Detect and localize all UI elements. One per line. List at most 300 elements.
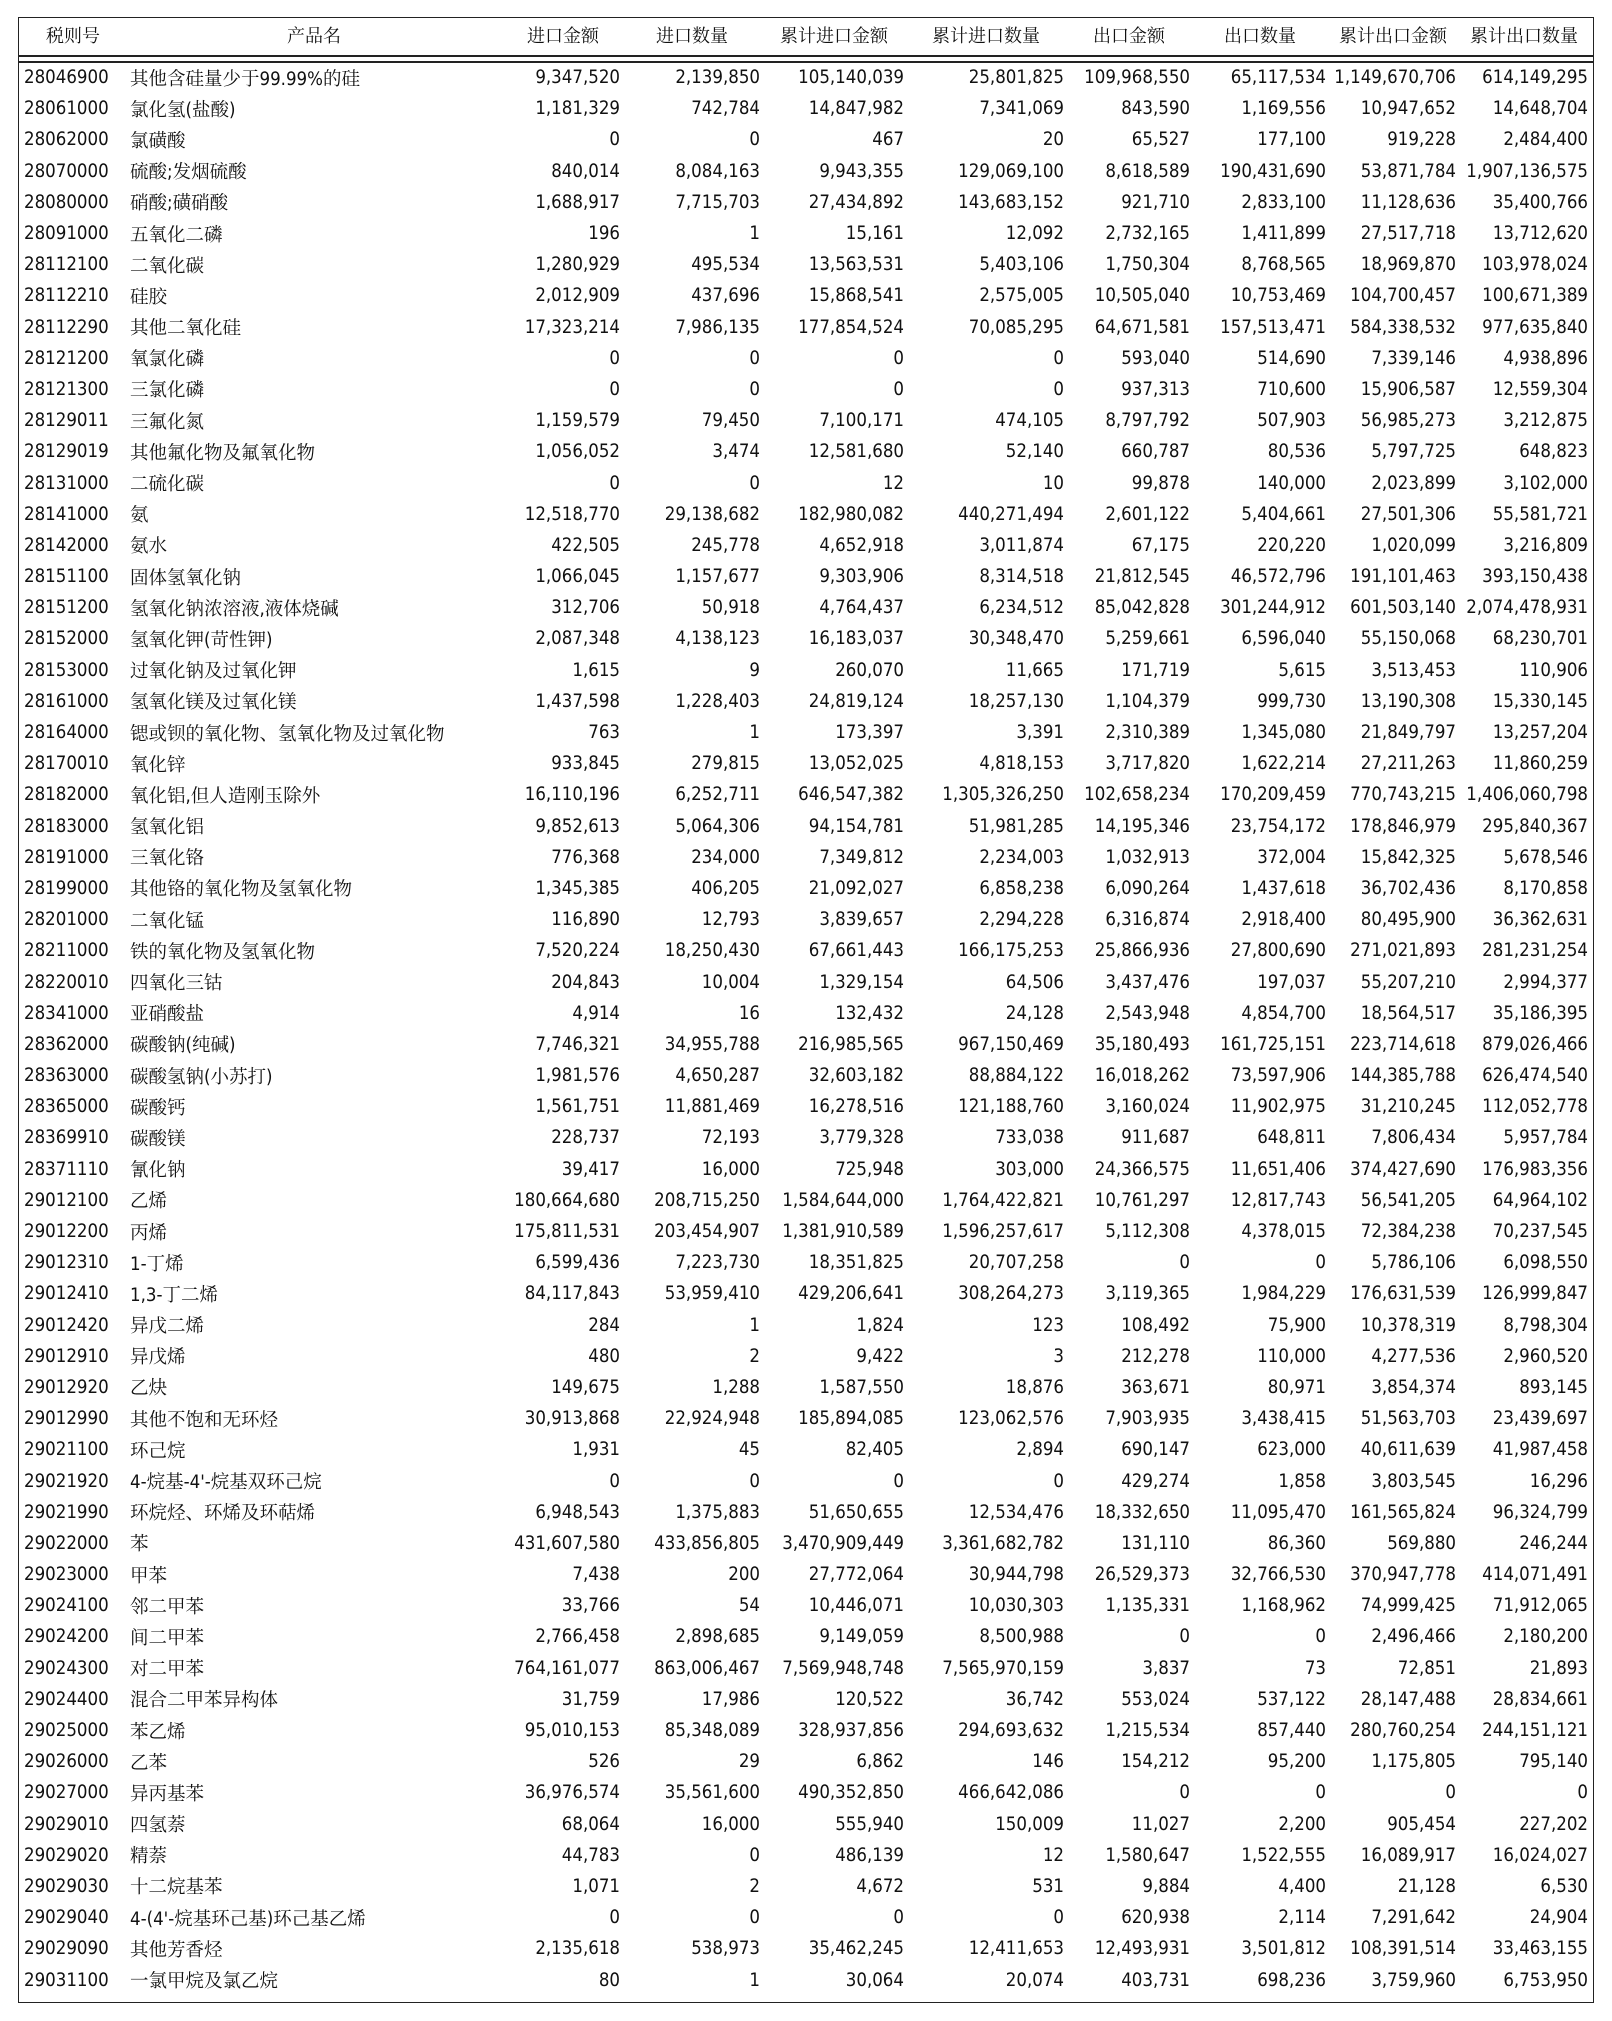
cell-cumulative-import-amount: 30,064	[845, 1969, 904, 1991]
cell-export-quantity: 2,833,100	[1241, 191, 1326, 213]
cell-cumulative-import-quantity: 2,294,228	[979, 909, 1064, 931]
cell-import-amount: 44,783	[561, 1844, 620, 1866]
cell-cumulative-import-quantity: 3	[1053, 1345, 1064, 1367]
cell-export-amount: 403,731	[1121, 1969, 1190, 1991]
cell-export-quantity: 2,200	[1278, 1813, 1326, 1835]
cell-export-quantity: 1,169,556	[1241, 98, 1326, 120]
cell-cumulative-import-amount: 490,352,850	[798, 1782, 904, 1804]
table-row	[22, 998, 1590, 1029]
cell-import-amount: 7,520,224	[535, 940, 620, 962]
cell-export-amount: 3,437,476	[1105, 971, 1190, 993]
cell-cumulative-export-quantity: 0	[1577, 1782, 1588, 1804]
table-row	[22, 1653, 1590, 1684]
cell-cumulative-export-quantity: 6,098,550	[1503, 1252, 1588, 1274]
cell-tariff-code: 28152000	[24, 628, 109, 650]
cell-import-quantity: 208,715,250	[654, 1189, 760, 1211]
table-row	[22, 156, 1590, 187]
cell-export-quantity: 11,095,470	[1230, 1501, 1326, 1523]
cell-cumulative-import-amount: 82,405	[845, 1439, 904, 1461]
cell-export-quantity: 2,918,400	[1241, 909, 1326, 931]
cell-import-amount: 196	[588, 223, 620, 245]
table-row	[22, 467, 1590, 498]
cell-cumulative-import-quantity: 30,944,798	[968, 1564, 1064, 1586]
cell-export-amount: 131,110	[1121, 1532, 1190, 1554]
cell-tariff-code: 29021100	[24, 1439, 109, 1461]
cell-export-amount: 10,761,297	[1094, 1189, 1190, 1211]
cell-cumulative-export-quantity: 70,237,545	[1492, 1221, 1588, 1243]
cell-import-quantity: 1,228,403	[675, 690, 760, 712]
cell-cumulative-import-amount: 0	[893, 1470, 904, 1492]
cell-product-name: 硫酸;发烟硫酸	[130, 162, 247, 184]
cell-import-quantity: 437,696	[691, 285, 760, 307]
cell-product-name: 异戊二烯	[130, 1316, 205, 1338]
cell-cumulative-import-quantity: 10	[1042, 472, 1064, 494]
cell-tariff-code: 28080000	[24, 191, 109, 213]
cell-export-amount: 2,543,948	[1105, 1002, 1190, 1024]
cell-import-quantity: 22,924,948	[664, 1408, 760, 1430]
cell-cumulative-import-quantity: 64,506	[1005, 971, 1064, 993]
cell-product-name: 乙苯	[130, 1752, 168, 1774]
cell-product-name: 二氧化锰	[130, 910, 205, 932]
cell-cumulative-import-amount: 216,985,565	[798, 1033, 904, 1055]
table-row	[22, 93, 1590, 124]
cell-export-quantity: 73,597,906	[1230, 1065, 1326, 1087]
cell-cumulative-import-quantity: 20,707,258	[968, 1252, 1064, 1274]
cell-cumulative-import-quantity: 0	[1053, 1470, 1064, 1492]
cell-cumulative-export-quantity: 11,860,259	[1492, 753, 1588, 775]
cell-tariff-code: 28170010	[24, 753, 109, 775]
cell-cumulative-import-quantity: 0	[1053, 1907, 1064, 1929]
cell-tariff-code: 29012990	[24, 1408, 109, 1430]
cell-cumulative-import-quantity: 8,500,988	[979, 1626, 1064, 1648]
cell-import-quantity: 0	[749, 1844, 760, 1866]
cell-cumulative-export-amount: 905,454	[1387, 1813, 1456, 1835]
table-row	[22, 1091, 1590, 1122]
cell-tariff-code: 28091000	[24, 223, 109, 245]
cell-import-quantity: 0	[749, 1907, 760, 1929]
cell-import-amount: 7,746,321	[535, 1033, 620, 1055]
cell-tariff-code: 28142000	[24, 534, 109, 556]
cell-product-name: 碳酸氢钠(小苏打)	[130, 1066, 273, 1088]
cell-cumulative-import-amount: 1,587,550	[819, 1376, 904, 1398]
table-row	[22, 1403, 1590, 1434]
table-row	[22, 873, 1590, 904]
cell-cumulative-import-quantity: 12	[1042, 1844, 1064, 1866]
cell-cumulative-import-amount: 7,569,948,748	[782, 1657, 904, 1679]
cell-product-name: 五氧化二磷	[130, 224, 223, 246]
table-row	[22, 1029, 1590, 1060]
cell-tariff-code: 29012910	[24, 1345, 109, 1367]
cell-import-amount: 68,064	[561, 1813, 620, 1835]
cell-product-name: 苯乙烯	[130, 1721, 186, 1743]
cell-import-quantity: 72,193	[701, 1127, 760, 1149]
cell-cumulative-export-amount: 271,021,893	[1350, 940, 1456, 962]
col-header-import-amount: 进口金额	[527, 26, 599, 47]
cell-tariff-code: 29029090	[24, 1938, 109, 1960]
cell-cumulative-import-quantity: 20,074	[1005, 1969, 1064, 1991]
cell-import-amount: 16,110,196	[524, 784, 620, 806]
cell-cumulative-export-quantity: 35,186,395	[1492, 1002, 1588, 1024]
cell-cumulative-export-quantity: 6,530	[1540, 1875, 1588, 1897]
cell-cumulative-import-amount: 13,563,531	[808, 254, 904, 276]
cell-cumulative-export-amount: 7,339,146	[1371, 347, 1456, 369]
cell-tariff-code: 29024400	[24, 1688, 109, 1710]
cell-cumulative-export-quantity: 227,202	[1519, 1813, 1588, 1835]
cell-cumulative-import-amount: 12,581,680	[808, 441, 904, 463]
cell-import-amount: 149,675	[551, 1376, 620, 1398]
table-row	[22, 1684, 1590, 1715]
cell-cumulative-import-amount: 132,432	[835, 1002, 904, 1024]
cell-import-quantity: 0	[749, 347, 760, 369]
cell-export-quantity: 5,404,661	[1241, 503, 1326, 525]
cell-import-amount: 80	[598, 1969, 620, 1991]
cell-cumulative-import-quantity: 2,894	[1016, 1439, 1064, 1461]
cell-cumulative-import-amount: 10,446,071	[808, 1595, 904, 1617]
cell-product-name: 氰化钠	[130, 1160, 186, 1182]
cell-import-amount: 2,087,348	[535, 628, 620, 650]
cell-cumulative-import-quantity: 123	[1032, 1314, 1064, 1336]
cell-product-name: 铁的氧化物及氢氧化物	[130, 941, 316, 963]
cell-cumulative-export-quantity: 3,102,000	[1503, 472, 1588, 494]
cell-import-quantity: 1	[749, 722, 760, 744]
cell-import-quantity: 5,064,306	[675, 815, 760, 837]
cell-export-amount: 109,968,550	[1084, 67, 1190, 89]
cell-import-quantity: 34,955,788	[664, 1033, 760, 1055]
cell-import-amount: 1,345,385	[535, 877, 620, 899]
cell-export-quantity: 46,572,796	[1230, 566, 1326, 588]
cell-tariff-code: 29027000	[24, 1782, 109, 1804]
cell-cumulative-export-amount: 7,806,434	[1371, 1127, 1456, 1149]
table-row	[22, 1964, 1590, 1995]
cell-cumulative-export-quantity: 295,840,367	[1482, 815, 1588, 837]
cell-export-quantity: 507,903	[1257, 410, 1326, 432]
cell-export-amount: 660,787	[1121, 441, 1190, 463]
cell-cumulative-export-quantity: 795,140	[1519, 1751, 1588, 1773]
cell-product-name: 精萘	[130, 1846, 168, 1868]
cell-product-name: 间二甲苯	[130, 1627, 205, 1649]
table-row	[22, 124, 1590, 155]
cell-cumulative-import-quantity: 6,858,238	[979, 877, 1064, 899]
cell-export-amount: 3,160,024	[1105, 1096, 1190, 1118]
cell-cumulative-export-quantity: 16,296	[1529, 1470, 1588, 1492]
cell-export-quantity: 301,244,912	[1220, 597, 1326, 619]
cell-import-quantity: 495,534	[691, 254, 760, 276]
cell-cumulative-export-quantity: 246,244	[1519, 1532, 1588, 1554]
cell-import-amount: 228,737	[551, 1127, 620, 1149]
cell-export-amount: 593,040	[1121, 347, 1190, 369]
cell-export-amount: 5,112,308	[1105, 1221, 1190, 1243]
cell-export-quantity: 73	[1304, 1657, 1326, 1679]
cell-cumulative-export-quantity: 8,170,858	[1503, 877, 1588, 899]
cell-product-name: 异丙基苯	[130, 1783, 205, 1805]
cell-import-quantity: 406,205	[691, 877, 760, 899]
cell-cumulative-import-quantity: 70,085,295	[968, 316, 1064, 338]
cell-tariff-code: 28046900	[24, 67, 109, 89]
table-row	[22, 935, 1590, 966]
cell-cumulative-import-quantity: 121,188,760	[958, 1096, 1064, 1118]
cell-cumulative-import-quantity: 12,411,653	[968, 1938, 1064, 1960]
cell-import-amount: 6,599,436	[535, 1252, 620, 1274]
cell-import-amount: 1,181,329	[535, 98, 620, 120]
cell-tariff-code: 28151200	[24, 597, 109, 619]
table-row	[22, 218, 1590, 249]
cell-import-quantity: 0	[749, 378, 760, 400]
cell-import-amount: 9,852,613	[535, 815, 620, 837]
cell-import-quantity: 1,375,883	[675, 1501, 760, 1523]
cell-tariff-code: 29012100	[24, 1189, 109, 1211]
cell-cumulative-import-amount: 16,183,037	[808, 628, 904, 650]
cell-export-quantity: 1,437,618	[1241, 877, 1326, 899]
cell-cumulative-export-amount: 31,210,245	[1360, 1096, 1456, 1118]
cell-cumulative-import-amount: 15,868,541	[808, 285, 904, 307]
cell-cumulative-import-quantity: 0	[1053, 378, 1064, 400]
table-row	[22, 1060, 1590, 1091]
cell-product-name: 其他二氧化硅	[130, 318, 242, 340]
cell-tariff-code: 28371110	[24, 1158, 109, 1180]
cell-export-quantity: 220,220	[1257, 534, 1326, 556]
cell-product-name: 其他氟化物及氟氧化物	[130, 442, 316, 464]
cell-cumulative-import-quantity: 2,234,003	[979, 846, 1064, 868]
cell-export-quantity: 0	[1315, 1252, 1326, 1274]
table-row	[22, 623, 1590, 654]
cell-cumulative-import-amount: 9,943,355	[819, 160, 904, 182]
table-row	[22, 1465, 1590, 1496]
cell-cumulative-import-amount: 21,092,027	[808, 877, 904, 899]
cell-export-quantity: 10,753,469	[1230, 285, 1326, 307]
cell-import-quantity: 1,288	[712, 1376, 760, 1398]
cell-cumulative-export-amount: 4,277,536	[1371, 1345, 1456, 1367]
table-row	[22, 187, 1590, 218]
cell-cumulative-import-quantity: 3,361,682,782	[942, 1532, 1064, 1554]
table-row	[22, 1216, 1590, 1247]
cell-cumulative-import-quantity: 30,348,470	[968, 628, 1064, 650]
cell-cumulative-export-amount: 56,985,273	[1360, 410, 1456, 432]
cell-cumulative-export-amount: 584,338,532	[1350, 316, 1456, 338]
cell-import-quantity: 6,252,711	[675, 784, 760, 806]
cell-import-amount: 2,766,458	[535, 1626, 620, 1648]
cell-export-quantity: 177,100	[1257, 129, 1326, 151]
cell-cumulative-export-quantity: 112,052,778	[1482, 1096, 1588, 1118]
col-header-cumulative-export-amount: 累计出口金额	[1339, 26, 1447, 47]
cell-export-amount: 1,580,647	[1105, 1844, 1190, 1866]
cell-export-amount: 911,687	[1121, 1127, 1190, 1149]
cell-export-amount: 3,837	[1142, 1657, 1190, 1679]
cell-cumulative-export-quantity: 15,330,145	[1492, 690, 1588, 712]
table-row	[22, 561, 1590, 592]
cell-cumulative-import-amount: 1,584,644,000	[782, 1189, 904, 1211]
cell-export-amount: 843,590	[1121, 98, 1190, 120]
table-row	[22, 1715, 1590, 1746]
cell-export-quantity: 170,209,459	[1220, 784, 1326, 806]
cell-cumulative-export-quantity: 614,149,295	[1482, 67, 1588, 89]
table-row	[22, 904, 1590, 935]
cell-cumulative-import-quantity: 143,683,152	[958, 191, 1064, 213]
cell-cumulative-import-quantity: 1,596,257,617	[942, 1221, 1064, 1243]
cell-cumulative-import-amount: 646,547,382	[798, 784, 904, 806]
table-row	[22, 686, 1590, 717]
cell-cumulative-import-amount: 9,149,059	[819, 1626, 904, 1648]
cell-export-amount: 102,658,234	[1084, 784, 1190, 806]
cell-cumulative-export-amount: 370,947,778	[1350, 1564, 1456, 1586]
cell-cumulative-export-amount: 18,564,517	[1360, 1002, 1456, 1024]
cell-import-amount: 1,071	[572, 1875, 620, 1897]
cell-import-amount: 175,811,531	[514, 1221, 620, 1243]
cell-export-amount: 8,618,589	[1105, 160, 1190, 182]
cell-tariff-code: 29012310	[24, 1252, 109, 1274]
cell-cumulative-import-quantity: 24,128	[1005, 1002, 1064, 1024]
cell-import-quantity: 1	[749, 223, 760, 245]
cell-export-amount: 35,180,493	[1094, 1033, 1190, 1055]
cell-import-quantity: 2	[749, 1875, 760, 1897]
cell-tariff-code: 29029040	[24, 1907, 109, 1929]
cell-import-amount: 1,931	[572, 1439, 620, 1461]
cell-import-quantity: 79,450	[701, 410, 760, 432]
cell-export-amount: 9,884	[1142, 1875, 1190, 1897]
col-header-product-name: 产品名	[287, 26, 341, 47]
table-row	[22, 1341, 1590, 1372]
cell-product-name: 四氧化三钴	[130, 973, 223, 995]
cell-cumulative-import-amount: 6,862	[856, 1751, 904, 1773]
cell-export-amount: 363,671	[1121, 1376, 1190, 1398]
cell-export-quantity: 2,114	[1278, 1907, 1326, 1929]
cell-cumulative-export-amount: 10,947,652	[1360, 98, 1456, 120]
cell-cumulative-import-quantity: 166,175,253	[958, 940, 1064, 962]
cell-cumulative-export-quantity: 5,678,546	[1503, 846, 1588, 868]
table-row	[22, 1154, 1590, 1185]
cell-export-amount: 1,032,913	[1105, 846, 1190, 868]
cell-export-quantity: 157,513,471	[1220, 316, 1326, 338]
cell-import-quantity: 11,881,469	[664, 1096, 760, 1118]
cell-product-name: 异戊烯	[130, 1347, 186, 1369]
cell-cumulative-export-amount: 3,854,374	[1371, 1376, 1456, 1398]
cell-cumulative-import-quantity: 52,140	[1005, 441, 1064, 463]
cell-tariff-code: 28341000	[24, 1002, 109, 1024]
cell-import-quantity: 863,006,467	[654, 1657, 760, 1679]
cell-export-amount: 8,797,792	[1105, 410, 1190, 432]
cell-tariff-code: 28112210	[24, 285, 109, 307]
cell-cumulative-import-amount: 67,661,443	[808, 940, 904, 962]
cell-import-amount: 39,417	[561, 1158, 620, 1180]
cell-import-quantity: 12,793	[701, 909, 760, 931]
cell-cumulative-import-amount: 0	[893, 347, 904, 369]
cell-import-amount: 1,561,751	[535, 1096, 620, 1118]
cell-cumulative-import-quantity: 474,105	[995, 410, 1064, 432]
cell-cumulative-import-quantity: 733,038	[995, 1127, 1064, 1149]
cell-export-quantity: 710,600	[1257, 378, 1326, 400]
cell-cumulative-export-quantity: 2,484,400	[1503, 129, 1588, 151]
cell-cumulative-export-amount: 1,020,099	[1371, 534, 1456, 556]
cell-import-quantity: 9	[749, 659, 760, 681]
cell-tariff-code: 29012920	[24, 1376, 109, 1398]
cell-cumulative-import-quantity: 7,565,970,159	[942, 1657, 1064, 1679]
cell-product-name: 4-(4'-烷基环己基)环己基乙烯	[130, 1908, 366, 1930]
col-header-export-amount: 出口金额	[1093, 26, 1165, 47]
cell-cumulative-import-amount: 486,139	[835, 1844, 904, 1866]
cell-export-amount: 16,018,262	[1094, 1065, 1190, 1087]
cell-export-amount: 429,274	[1121, 1470, 1190, 1492]
cell-cumulative-export-amount: 2,496,466	[1371, 1626, 1456, 1648]
cell-export-quantity: 23,754,172	[1230, 815, 1326, 837]
cell-cumulative-export-amount: 178,846,979	[1350, 815, 1456, 837]
table-row	[22, 312, 1590, 343]
cell-export-quantity: 698,236	[1257, 1969, 1326, 1991]
cell-export-amount: 921,710	[1121, 191, 1190, 213]
cell-product-name: 氧化铝,但人造刚玉除外	[130, 785, 321, 807]
cell-export-quantity: 1,622,214	[1241, 753, 1326, 775]
cell-cumulative-import-amount: 555,940	[835, 1813, 904, 1835]
cell-cumulative-export-quantity: 2,074,478,931	[1466, 597, 1588, 619]
table-row	[22, 1809, 1590, 1840]
cell-product-name: 三氟化氮	[130, 411, 205, 433]
cell-export-amount: 937,313	[1121, 378, 1190, 400]
cell-cumulative-export-amount: 108,391,514	[1350, 1938, 1456, 1960]
cell-cumulative-export-quantity: 28,834,661	[1492, 1688, 1588, 1710]
cell-product-name: 三氧化铬	[130, 848, 205, 870]
cell-product-name: 邻二甲苯	[130, 1596, 205, 1618]
cell-import-quantity: 2	[749, 1345, 760, 1367]
table-row	[22, 1528, 1590, 1559]
cell-tariff-code: 28121200	[24, 347, 109, 369]
cell-cumulative-import-quantity: 967,150,469	[958, 1033, 1064, 1055]
cell-import-quantity: 1,157,677	[675, 566, 760, 588]
cell-product-name: 氧氯化磷	[130, 349, 205, 371]
cell-export-quantity: 161,725,151	[1220, 1033, 1326, 1055]
cell-cumulative-import-amount: 182,980,082	[798, 503, 904, 525]
cell-cumulative-export-amount: 27,517,718	[1360, 223, 1456, 245]
col-header-cumulative-import-quantity: 累计进口数量	[932, 26, 1040, 47]
cell-cumulative-export-amount: 55,150,068	[1360, 628, 1456, 650]
cell-import-amount: 284	[588, 1314, 620, 1336]
cell-product-name: 氢氧化镁及过氧化镁	[130, 692, 297, 714]
cell-cumulative-import-quantity: 150,009	[995, 1813, 1064, 1835]
cell-cumulative-export-quantity: 648,823	[1519, 441, 1588, 463]
cell-export-quantity: 32,766,530	[1230, 1564, 1326, 1586]
cell-export-amount: 1,215,534	[1105, 1720, 1190, 1742]
cell-product-name: 氨水	[130, 536, 168, 558]
cell-cumulative-export-amount: 72,384,238	[1360, 1221, 1456, 1243]
cell-tariff-code: 28182000	[24, 784, 109, 806]
cell-export-amount: 24,366,575	[1094, 1158, 1190, 1180]
cell-export-amount: 2,601,122	[1105, 503, 1190, 525]
cell-tariff-code: 29024200	[24, 1626, 109, 1648]
cell-import-amount: 1,066,045	[535, 566, 620, 588]
cell-cumulative-export-amount: 13,190,308	[1360, 690, 1456, 712]
cell-export-amount: 3,717,820	[1105, 753, 1190, 775]
cell-cumulative-export-amount: 56,541,205	[1360, 1189, 1456, 1211]
cell-export-quantity: 80,536	[1267, 441, 1326, 463]
cell-export-amount: 171,719	[1121, 659, 1190, 681]
header-row	[22, 16, 1590, 54]
cell-product-name: 过氧化钠及过氧化钾	[130, 661, 297, 683]
cell-export-amount: 14,195,346	[1094, 815, 1190, 837]
cell-import-amount: 431,607,580	[514, 1532, 620, 1554]
cell-tariff-code: 29024100	[24, 1595, 109, 1617]
cell-export-amount: 1,135,331	[1105, 1595, 1190, 1617]
cell-import-quantity: 2,139,850	[675, 67, 760, 89]
table-row	[22, 717, 1590, 748]
cell-tariff-code: 28112100	[24, 254, 109, 276]
cell-tariff-code: 29031100	[24, 1969, 109, 1991]
cell-export-amount: 99,878	[1131, 472, 1190, 494]
cell-cumulative-import-amount: 51,650,655	[808, 1501, 904, 1523]
cell-cumulative-export-quantity: 35,400,766	[1492, 191, 1588, 213]
table-row	[22, 1497, 1590, 1528]
cell-export-amount: 0	[1179, 1626, 1190, 1648]
table-row	[22, 280, 1590, 311]
cell-tariff-code: 29012410	[24, 1283, 109, 1305]
cell-cumulative-export-amount: 144,385,788	[1350, 1065, 1456, 1087]
cell-product-name: 氯化氢(盐酸)	[130, 99, 236, 121]
